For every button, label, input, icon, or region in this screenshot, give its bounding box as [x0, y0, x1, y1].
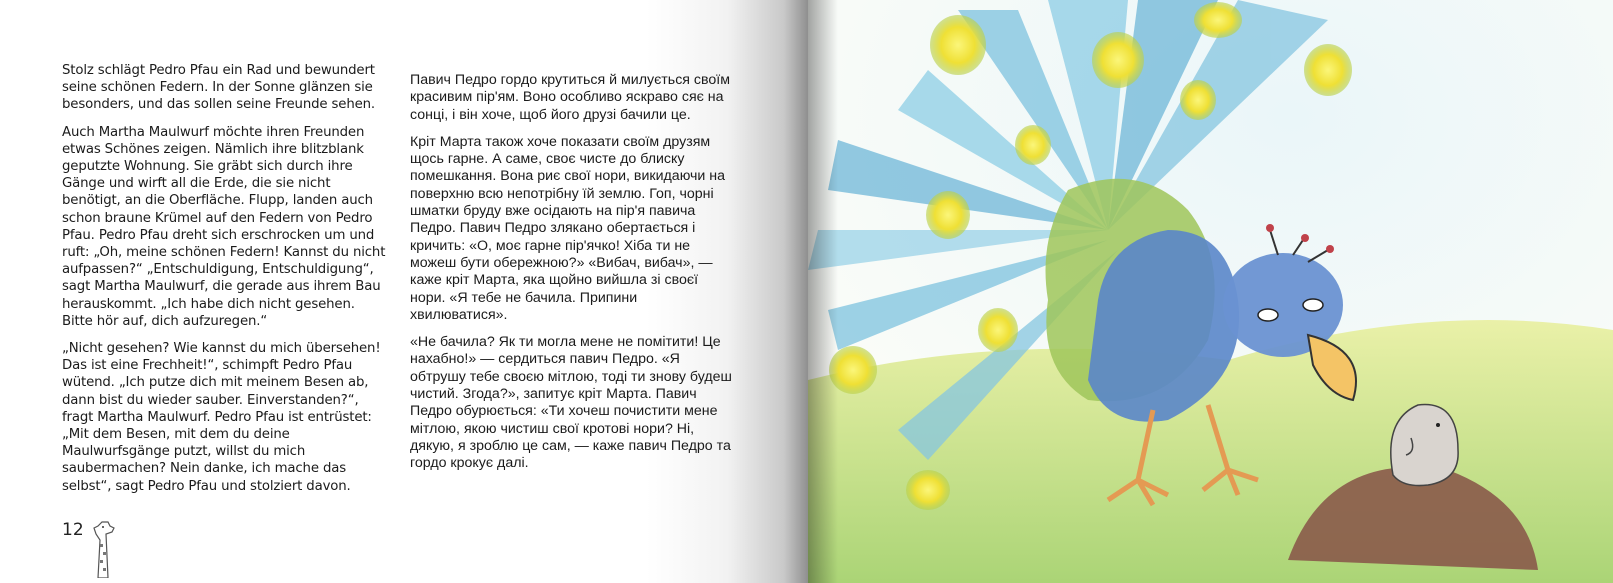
- german-paragraph-2: Auch Martha Maulwurf möchte ihren Freunden etwas Schönes zeigen. Nämlich ihre blitzblank geputzte Wohnung. Sie gräbt sich durch ihre Gänge und wirft all die Erde, die sie nicht benötigt, an die Oberfläche. Flupp, landen auch schon braune Krümel auf den Federn von Pedro Pfau. Pedro Pfau dreht sich erschrocken um und ruft: „Oh, meine schönen Federn! Kannst du nicht aufpassen?“ „Entschuldigung, Entschuldigung“, sagt Martha Maulwurf, die gerade aus ihrem Bau herauskommt. „Ich habe dich nicht gesehen. Bitte hör auf, dich aufzuregen.“: [62, 124, 386, 329]
- german-paragraph-1: Stolz schlägt Pedro Pfau ein Rad und bewundert seine schönen Federn. In der Sonne glänzen sie besonders, und das sollen seine Freunde sehen.: [62, 63, 375, 113]
- german-paragraph-3: „Nicht gesehen? Wie kannst du mich übersehen! Das ist eine Frechheit!“, schimpft Pedro Pfau wütend. „Ich putze dich mit meinem Besen ab, dann bist du wieder sauber. Einverstanden?“, fragt Martha Maulwurf. Pedro Pfau ist entrüstet: „Mit dem Besen, mit dem du deine Maulwurfsgänge putzt, willst du mich saubermachen? Nein danke, ich mache das selbst“, sagt Pedro Pfau und stolziert davon.: [62, 341, 381, 494]
- ukrainian-paragraph-3: «Не бачила? Як ти могла мене не помітити! Це нахабно!» — сердиться павич Педро. «Я обтрушу тебе своєю мітлою, тоді ти знову будеш чистий. Згода?», запитує кріт Марта. Павич Педро обурюється: «Ти хочеш почистити мене мітлою, якою чистиш свої кротові нори? Ні, дякую, я зроблю це сам, — каже павич Педро та гордо крокує далі.: [410, 334, 732, 472]
- giraffe-icon: [88, 518, 130, 578]
- ukrainian-paragraph-2: Кріт Марта також хоче показати своїм друзям щось гарне. А саме, своє чисте до блиску помешкання. Вона риє свої нори, викидаючи на поверхню всю непотрібну їй землю. Гоп, чорні шматки бруду вже осідають на пір'я павича Педро. Павич Педро злякано обертається і кричить: «О, моє гарне пір'ячко! Хіба ти не можеш бути обережною?» «Вибач, вибач», — каже кріт Марта, яка щойно вийшла зі своєї нори. «Я тебе не бачила. Припини хвилюватися».: [410, 133, 726, 323]
- german-text-column: [62, 62, 386, 505]
- ukrainian-text-column: [410, 72, 732, 483]
- right-page-illustration: [808, 0, 1613, 583]
- page-number: 12: [62, 520, 84, 540]
- ukrainian-paragraph-1: Павич Педро гордо крутиться й милується своїм красивим пір'ям. Воно особливо яскраво сяє на сонці, і він хоче, щоб його друзі бачили це.: [410, 72, 730, 123]
- peacock-and-mole-illustration: [808, 0, 1613, 583]
